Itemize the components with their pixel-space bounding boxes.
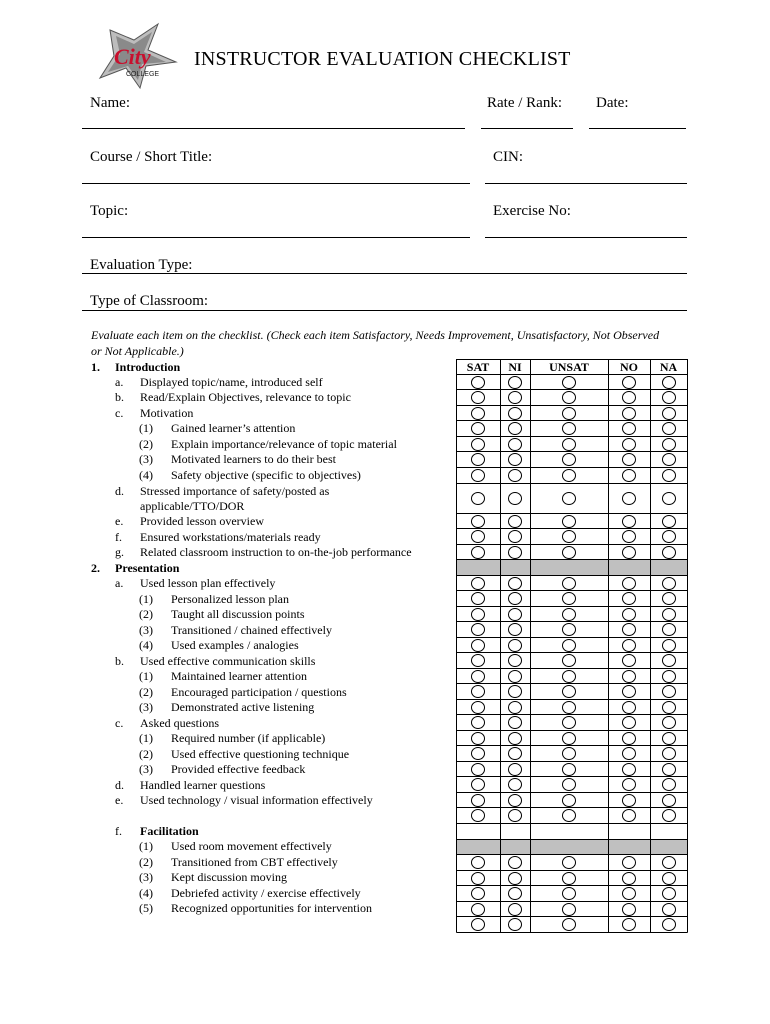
section-shade-row bbox=[457, 840, 688, 855]
rating-radio-na[interactable] bbox=[662, 763, 676, 776]
rating-radio-no[interactable] bbox=[622, 515, 636, 528]
rating-radio-sat[interactable] bbox=[471, 453, 485, 466]
item-label: Used effective questioning technique bbox=[171, 747, 350, 761]
rating-radio-no[interactable] bbox=[622, 422, 636, 435]
item-label: Related classroom instruction to on-the-job performance bbox=[140, 545, 412, 559]
rating-radio-unsat[interactable] bbox=[562, 747, 576, 760]
section-shade-row bbox=[457, 560, 688, 576]
rating-radio-ni[interactable] bbox=[508, 856, 522, 869]
item-number: (1) bbox=[139, 421, 153, 435]
rating-radio-ni[interactable] bbox=[508, 887, 522, 900]
rating-radio-unsat[interactable] bbox=[562, 856, 576, 869]
item-label: Maintained learner attention bbox=[171, 669, 307, 683]
rating-radio-ni[interactable] bbox=[508, 515, 522, 528]
rating-radio-ni[interactable] bbox=[508, 732, 522, 745]
rating-radio-no[interactable] bbox=[622, 623, 636, 636]
item-label: Safety objective (specific to objectives) bbox=[171, 468, 361, 482]
rating-radio-ni[interactable] bbox=[508, 376, 522, 389]
rating-radio-ni[interactable] bbox=[508, 794, 522, 807]
item-label: Explain importance/relevance of topic material bbox=[171, 437, 397, 451]
rating-radio-no[interactable] bbox=[622, 670, 636, 683]
column-header: NA bbox=[659, 360, 678, 374]
rating-radio-no[interactable] bbox=[622, 608, 636, 621]
classroom-label: Type of Classroom: bbox=[90, 293, 209, 309]
rating-radio-ni[interactable] bbox=[508, 608, 522, 621]
rating-radio-na[interactable] bbox=[662, 608, 676, 621]
rating-radio-no[interactable] bbox=[622, 685, 636, 698]
item-number: (3) bbox=[139, 700, 153, 714]
item-number: (3) bbox=[139, 452, 153, 466]
cin-field[interactable] bbox=[485, 183, 687, 184]
rating-radio-na[interactable] bbox=[662, 747, 676, 760]
item-label: Asked questions bbox=[140, 716, 219, 730]
rating-radio-sat[interactable] bbox=[471, 515, 485, 528]
rating-radio-ni[interactable] bbox=[508, 623, 522, 636]
rating-radio-unsat[interactable] bbox=[562, 492, 576, 505]
rating-radio-na[interactable] bbox=[662, 794, 676, 807]
item-label: Encouraged participation / questions bbox=[171, 685, 347, 699]
item-number: f. bbox=[115, 824, 122, 838]
rating-radio-unsat[interactable] bbox=[562, 903, 576, 916]
item-number: (2) bbox=[139, 607, 153, 621]
rating-radio-unsat[interactable] bbox=[562, 530, 576, 543]
rating-radio-no[interactable] bbox=[622, 391, 636, 404]
rating-radio-sat[interactable] bbox=[471, 469, 485, 482]
item-label: Used effective communication skills bbox=[140, 654, 316, 668]
rating-radio-ni[interactable] bbox=[508, 918, 522, 931]
rating-radio-sat[interactable] bbox=[471, 763, 485, 776]
item-label: Used examples / analogies bbox=[171, 638, 299, 652]
rating-radio-no[interactable] bbox=[622, 747, 636, 760]
rating-radio-no[interactable] bbox=[622, 701, 636, 714]
rating-radio-sat[interactable] bbox=[471, 856, 485, 869]
rating-radio-no[interactable] bbox=[622, 577, 636, 590]
item-number: (2) bbox=[139, 747, 153, 761]
rating-radio-sat[interactable] bbox=[471, 716, 485, 729]
rating-radio-ni[interactable] bbox=[508, 577, 522, 590]
rating-radio-ni[interactable] bbox=[508, 422, 522, 435]
rating-radio-no[interactable] bbox=[622, 469, 636, 482]
item-number: (1) bbox=[139, 731, 153, 745]
item-label: Kept discussion moving bbox=[171, 870, 287, 884]
rating-radio-unsat[interactable] bbox=[562, 639, 576, 652]
rating-radio-unsat[interactable] bbox=[562, 887, 576, 900]
rating-radio-ni[interactable] bbox=[508, 685, 522, 698]
rating-radio-ni[interactable] bbox=[508, 492, 522, 505]
rate-rank-label: Rate / Rank: bbox=[487, 95, 562, 111]
column-header: SAT bbox=[466, 360, 490, 374]
rating-radio-no[interactable] bbox=[622, 654, 636, 667]
item-number: (4) bbox=[139, 638, 153, 652]
item-number: d. bbox=[115, 778, 124, 792]
rating-radio-no[interactable] bbox=[622, 903, 636, 916]
rating-radio-unsat[interactable] bbox=[562, 422, 576, 435]
rating-radio-na[interactable] bbox=[662, 530, 676, 543]
rating-radio-ni[interactable] bbox=[508, 670, 522, 683]
rating-radio-ni[interactable] bbox=[508, 469, 522, 482]
rating-radio-no[interactable] bbox=[622, 592, 636, 605]
item-number: f. bbox=[115, 530, 122, 544]
item-number: a. bbox=[115, 375, 124, 389]
rating-radio-sat[interactable] bbox=[471, 732, 485, 745]
rating-radio-na[interactable] bbox=[662, 918, 676, 931]
rating-radio-ni[interactable] bbox=[508, 747, 522, 760]
rating-radio-no[interactable] bbox=[622, 438, 636, 451]
item-number: (3) bbox=[139, 870, 153, 884]
item-number: 2. bbox=[91, 561, 100, 575]
rating-radio-unsat[interactable] bbox=[562, 407, 576, 420]
rating-radio-ni[interactable] bbox=[508, 654, 522, 667]
item-label: Used lesson plan effectively bbox=[140, 576, 276, 590]
rating-radio-sat[interactable] bbox=[471, 577, 485, 590]
course-field[interactable] bbox=[82, 183, 470, 184]
item-label: Motivation bbox=[140, 406, 194, 420]
rating-radio-unsat[interactable] bbox=[562, 546, 576, 559]
rating-radio-sat[interactable] bbox=[471, 391, 485, 404]
item-number: a. bbox=[115, 576, 124, 590]
rating-radio-unsat[interactable] bbox=[562, 469, 576, 482]
item-label: Required number (if applicable) bbox=[171, 731, 326, 745]
cin-label: CIN: bbox=[493, 149, 523, 165]
item-label: Personalized lesson plan bbox=[171, 592, 289, 606]
rating-radio-sat[interactable] bbox=[471, 546, 485, 559]
rating-radio-na[interactable] bbox=[662, 546, 676, 559]
column-header: NO bbox=[620, 360, 638, 374]
rating-radio-na[interactable] bbox=[662, 391, 676, 404]
rating-radio-sat[interactable] bbox=[471, 407, 485, 420]
item-number: d. bbox=[115, 484, 124, 498]
rating-radio-na[interactable] bbox=[662, 376, 676, 389]
item-label: Used room movement effectively bbox=[171, 839, 332, 853]
rating-radio-no[interactable] bbox=[622, 732, 636, 745]
item-label: applicable/TTO/DOR bbox=[140, 499, 245, 513]
rating-radio-unsat[interactable] bbox=[562, 670, 576, 683]
item-label: Provided effective feedback bbox=[171, 762, 306, 776]
rating-radio-na[interactable] bbox=[662, 872, 676, 885]
rating-radio-na[interactable] bbox=[662, 903, 676, 916]
item-number: (2) bbox=[139, 855, 153, 869]
item-number: b. bbox=[115, 390, 124, 404]
item-label: Displayed topic/name, introduced self bbox=[140, 375, 323, 389]
rating-radio-no[interactable] bbox=[622, 809, 636, 822]
rating-radio-na[interactable] bbox=[662, 453, 676, 466]
item-number: (4) bbox=[139, 886, 153, 900]
evaluation-type-field[interactable] bbox=[82, 273, 687, 274]
rating-radio-unsat[interactable] bbox=[562, 376, 576, 389]
rating-radio-unsat[interactable] bbox=[562, 763, 576, 776]
rating-radio-unsat[interactable] bbox=[562, 778, 576, 791]
rating-radio-no[interactable] bbox=[622, 407, 636, 420]
rating-radio-sat[interactable] bbox=[471, 376, 485, 389]
rating-radio-sat[interactable] bbox=[471, 747, 485, 760]
rating-radio-unsat[interactable] bbox=[562, 809, 576, 822]
rating-radio-sat[interactable] bbox=[471, 530, 485, 543]
rating-radio-ni[interactable] bbox=[508, 778, 522, 791]
item-number: (3) bbox=[139, 623, 153, 637]
rating-radio-unsat[interactable] bbox=[562, 515, 576, 528]
item-label: Presentation bbox=[115, 561, 180, 575]
rating-radio-na[interactable] bbox=[662, 438, 676, 451]
rating-radio-sat[interactable] bbox=[471, 701, 485, 714]
column-header: NI bbox=[508, 360, 522, 374]
rating-radio-ni[interactable] bbox=[508, 407, 522, 420]
instructions-text: Evaluate each item on the checklist. (Check each item Satisfactory, Needs Improvement, Unsatisfactory, Not Observed or Not Applicable.) bbox=[91, 328, 660, 358]
rating-radio-ni[interactable] bbox=[508, 438, 522, 451]
rating-radio-unsat[interactable] bbox=[562, 577, 576, 590]
rating-radio-unsat[interactable] bbox=[562, 732, 576, 745]
name-label: Name: bbox=[90, 95, 130, 111]
rating-radio-no[interactable] bbox=[622, 763, 636, 776]
item-number: (3) bbox=[139, 762, 153, 776]
item-label: Introduction bbox=[115, 360, 181, 374]
rating-radio-sat[interactable] bbox=[471, 887, 485, 900]
rating-radio-unsat[interactable] bbox=[562, 794, 576, 807]
rating-radio-na[interactable] bbox=[662, 623, 676, 636]
item-label: Gained learner’s attention bbox=[171, 421, 296, 435]
rating-radio-unsat[interactable] bbox=[562, 623, 576, 636]
rating-radio-sat[interactable] bbox=[471, 778, 485, 791]
rating-radio-na[interactable] bbox=[662, 856, 676, 869]
item-number: b. bbox=[115, 654, 124, 668]
rating-radio-ni[interactable] bbox=[508, 872, 522, 885]
rating-radio-na[interactable] bbox=[662, 515, 676, 528]
rating-radio-sat[interactable] bbox=[471, 438, 485, 451]
rating-radio-unsat[interactable] bbox=[562, 872, 576, 885]
rating-radio-na[interactable] bbox=[662, 809, 676, 822]
rating-radio-ni[interactable] bbox=[508, 639, 522, 652]
rating-radio-no[interactable] bbox=[622, 453, 636, 466]
rating-radio-sat[interactable] bbox=[471, 903, 485, 916]
topic-field[interactable] bbox=[82, 237, 470, 238]
rating-radio-sat[interactable] bbox=[471, 872, 485, 885]
rating-radio-sat[interactable] bbox=[471, 685, 485, 698]
item-label: Read/Explain Objectives, relevance to topic bbox=[140, 390, 351, 404]
rating-radio-na[interactable] bbox=[662, 778, 676, 791]
date-label: Date: bbox=[596, 95, 629, 111]
rating-radio-unsat[interactable] bbox=[562, 608, 576, 621]
item-label: Demonstrated active listening bbox=[171, 700, 315, 714]
item-number: (5) bbox=[139, 901, 153, 915]
rating-radio-unsat[interactable] bbox=[562, 391, 576, 404]
rating-radio-no[interactable] bbox=[622, 856, 636, 869]
rating-radio-unsat[interactable] bbox=[562, 716, 576, 729]
rating-radio-unsat[interactable] bbox=[562, 654, 576, 667]
exercise-field[interactable] bbox=[485, 237, 687, 238]
rating-radio-ni[interactable] bbox=[508, 592, 522, 605]
rate-rank-field[interactable] bbox=[481, 128, 573, 129]
item-number: (2) bbox=[139, 437, 153, 451]
item-label: Used technology / visual information effectively bbox=[140, 793, 373, 807]
rating-radio-unsat[interactable] bbox=[562, 918, 576, 931]
date-field[interactable] bbox=[589, 128, 686, 129]
rating-radio-na[interactable] bbox=[662, 492, 676, 505]
item-number: c. bbox=[115, 406, 124, 420]
rating-radio-no[interactable] bbox=[622, 546, 636, 559]
rating-radio-na[interactable] bbox=[662, 887, 676, 900]
item-label: Facilitation bbox=[140, 824, 199, 838]
rating-radio-no[interactable] bbox=[622, 872, 636, 885]
rating-radio-no[interactable] bbox=[622, 376, 636, 389]
rating-radio-sat[interactable] bbox=[471, 608, 485, 621]
item-number: 1. bbox=[91, 360, 100, 374]
rating-radio-na[interactable] bbox=[662, 685, 676, 698]
rating-radio-ni[interactable] bbox=[508, 530, 522, 543]
rating-radio-na[interactable] bbox=[662, 407, 676, 420]
rating-radio-ni[interactable] bbox=[508, 809, 522, 822]
item-label: Transitioned from CBT effectively bbox=[171, 855, 338, 869]
rating-radio-na[interactable] bbox=[662, 577, 676, 590]
rating-radio-sat[interactable] bbox=[471, 492, 485, 505]
item-number: e. bbox=[115, 514, 124, 528]
rating-radio-na[interactable] bbox=[662, 654, 676, 667]
rating-radio-no[interactable] bbox=[622, 778, 636, 791]
name-field[interactable] bbox=[82, 128, 465, 129]
course-label: Course / Short Title: bbox=[90, 149, 213, 165]
column-header: UNSAT bbox=[549, 360, 589, 374]
item-number: (2) bbox=[139, 685, 153, 699]
item-number: g. bbox=[115, 545, 124, 559]
rating-radio-sat[interactable] bbox=[471, 809, 485, 822]
page-title: INSTRUCTOR EVALUATION CHECKLIST bbox=[194, 48, 571, 70]
item-number: (1) bbox=[139, 669, 153, 683]
item-number: e. bbox=[115, 793, 124, 807]
rating-radio-ni[interactable] bbox=[508, 763, 522, 776]
rating-radio-sat[interactable] bbox=[471, 592, 485, 605]
rating-radio-no[interactable] bbox=[622, 716, 636, 729]
rating-radio-sat[interactable] bbox=[471, 639, 485, 652]
college-logo bbox=[96, 22, 178, 90]
rating-radio-na[interactable] bbox=[662, 592, 676, 605]
item-label: Debriefed activity / exercise effectively bbox=[171, 886, 361, 900]
exercise-label: Exercise No: bbox=[493, 203, 571, 219]
item-label: Provided lesson overview bbox=[140, 514, 264, 528]
rating-radio-no[interactable] bbox=[622, 794, 636, 807]
rating-radio-sat[interactable] bbox=[471, 654, 485, 667]
rating-radio-na[interactable] bbox=[662, 422, 676, 435]
rating-radio-sat[interactable] bbox=[471, 918, 485, 931]
rating-radio-na[interactable] bbox=[662, 670, 676, 683]
rating-radio-ni[interactable] bbox=[508, 391, 522, 404]
rating-radio-unsat[interactable] bbox=[562, 701, 576, 714]
item-label: Handled learner questions bbox=[140, 778, 266, 792]
rating-radio-na[interactable] bbox=[662, 732, 676, 745]
rating-radio-ni[interactable] bbox=[508, 701, 522, 714]
classroom-field[interactable] bbox=[82, 310, 687, 311]
item-number: (1) bbox=[139, 839, 153, 853]
rating-radio-unsat[interactable] bbox=[562, 453, 576, 466]
rating-radio-unsat[interactable] bbox=[562, 438, 576, 451]
item-label: Taught all discussion points bbox=[171, 607, 305, 621]
item-label: Motivated learners to do their best bbox=[171, 452, 336, 466]
item-label: Recognized opportunities for intervention bbox=[171, 901, 372, 915]
rating-radio-no[interactable] bbox=[622, 492, 636, 505]
rating-radio-unsat[interactable] bbox=[562, 592, 576, 605]
rating-radio-no[interactable] bbox=[622, 887, 636, 900]
rating-radio-no[interactable] bbox=[622, 639, 636, 652]
rating-radio-na[interactable] bbox=[662, 716, 676, 729]
topic-label: Topic: bbox=[90, 203, 129, 219]
rating-radio-na[interactable] bbox=[662, 469, 676, 482]
item-label: Ensured workstations/materials ready bbox=[140, 530, 321, 544]
rating-radio-no[interactable] bbox=[622, 530, 636, 543]
item-label: Stressed importance of safety/posted as bbox=[140, 484, 330, 498]
rating-radio-ni[interactable] bbox=[508, 546, 522, 559]
item-label: Transitioned / chained effectively bbox=[171, 623, 332, 637]
item-number: c. bbox=[115, 716, 124, 730]
rating-radio-unsat[interactable] bbox=[562, 685, 576, 698]
rating-radio-ni[interactable] bbox=[508, 453, 522, 466]
svg-text:COLLEGE: COLLEGE bbox=[126, 71, 160, 78]
rating-radio-sat[interactable] bbox=[471, 794, 485, 807]
evaluation-type-label: Evaluation Type: bbox=[90, 257, 193, 273]
rating-radio-sat[interactable] bbox=[471, 422, 485, 435]
item-number: (4) bbox=[139, 468, 153, 482]
rating-radio-na[interactable] bbox=[662, 639, 676, 652]
svg-text:City: City bbox=[114, 44, 151, 69]
rating-radio-ni[interactable] bbox=[508, 903, 522, 916]
rating-radio-sat[interactable] bbox=[471, 623, 485, 636]
rating-radio-ni[interactable] bbox=[508, 716, 522, 729]
rating-radio-sat[interactable] bbox=[471, 670, 485, 683]
rating-radio-no[interactable] bbox=[622, 918, 636, 931]
rating-radio-na[interactable] bbox=[662, 701, 676, 714]
item-number: (1) bbox=[139, 592, 153, 606]
